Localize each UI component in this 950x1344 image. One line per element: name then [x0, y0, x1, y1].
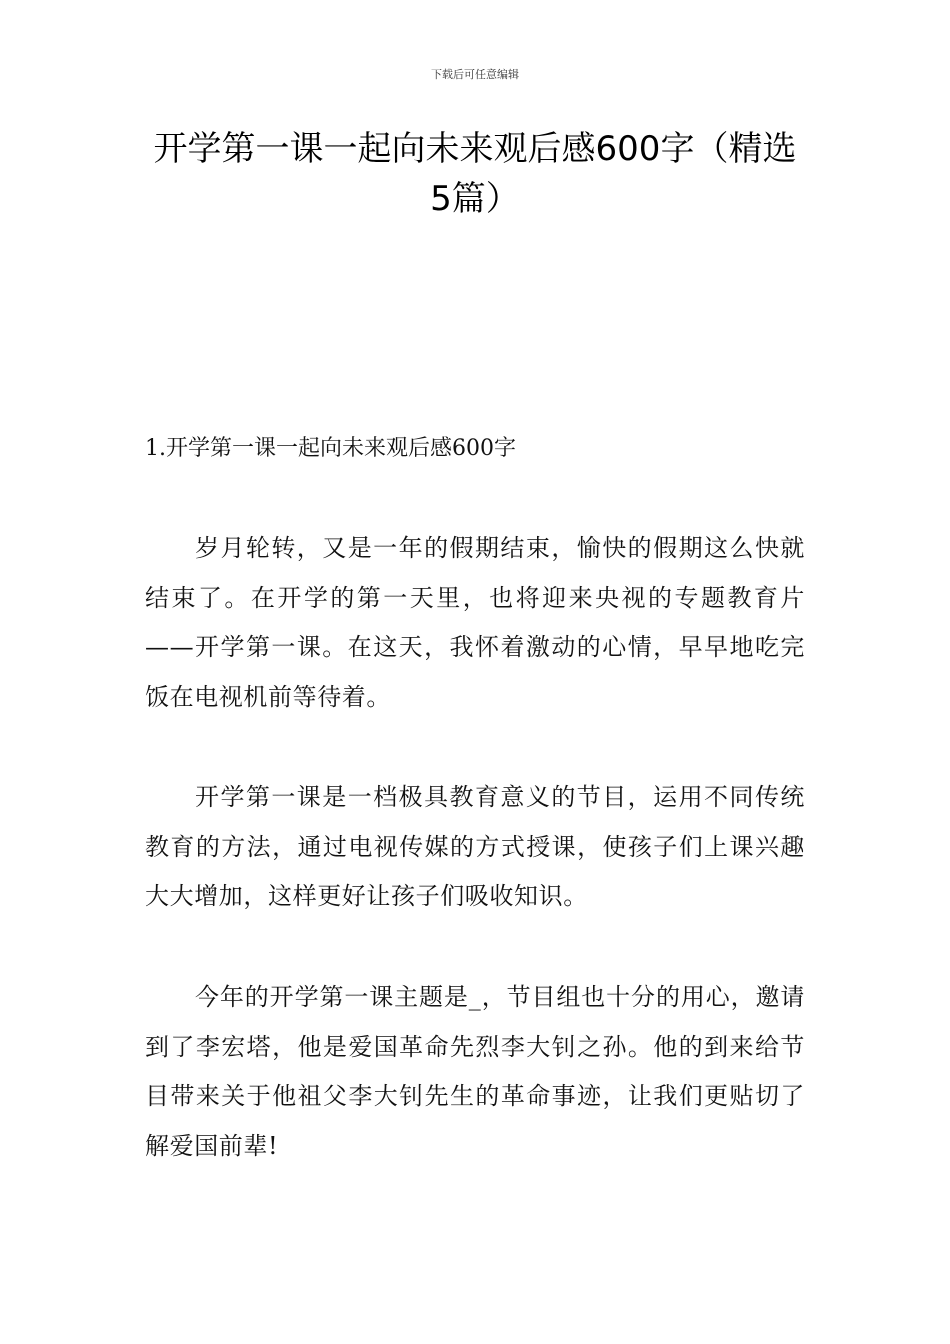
header-note: 下载后可任意编辑	[431, 68, 519, 81]
paragraph-2: 开学第一课是一档极具教育意义的节目，运用不同传统教育的方法，通过电视传媒的方式授课，使孩子们上课兴趣大大增加，这样更好让孩子们吸收知识。	[145, 783, 805, 911]
paragraph-1: 岁月轮转，又是一年的假期结束，愉快的假期这么快就结束了。在开学的第一天里，也将迎来央视的专题教育片——开学第一课。在这天，我怀着激动的心情，早早地吃完饭在电视机前等待着。	[145, 534, 805, 711]
document-title: 开学第一课一起向未来观后感600字（精选5篇）	[153, 129, 797, 219]
paragraph-3: 今年的开学第一课主题是_，节目组也十分的用心，邀请到了李宏塔，他是爱国革命先烈李大钊之孙。他的到来给节目带来关于他祖父李大钊先生的革命事迹，让我们更贴切了解爱国前辈!	[145, 983, 805, 1160]
section-heading: 1.开学第一课一起向未来观后感600字	[145, 436, 516, 461]
